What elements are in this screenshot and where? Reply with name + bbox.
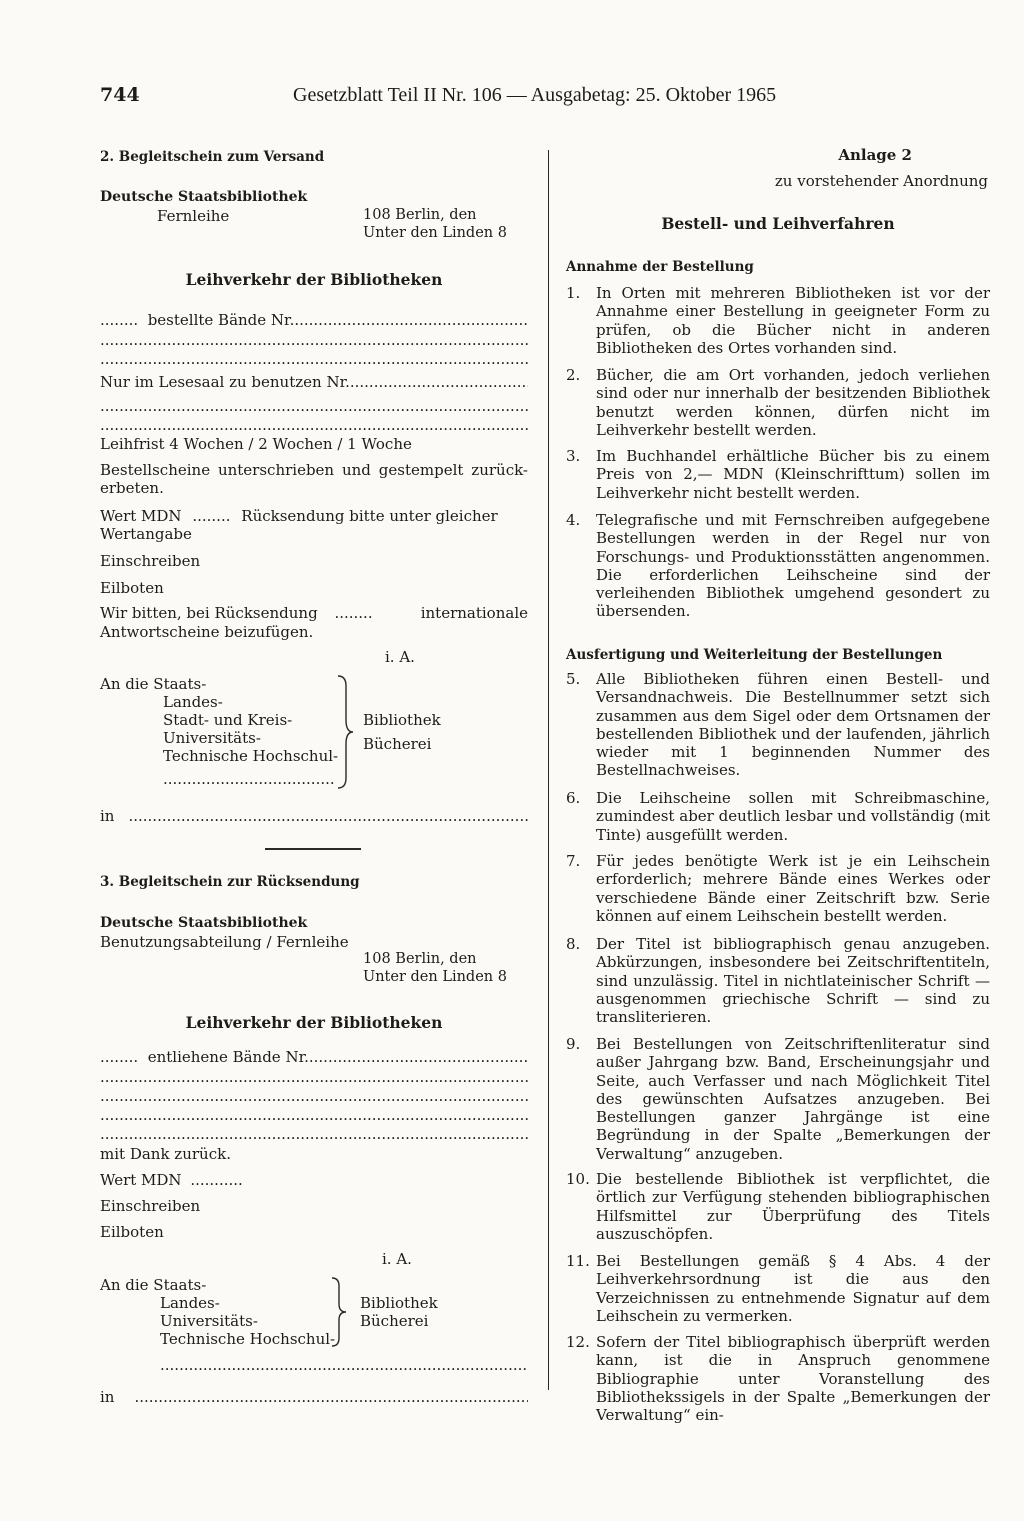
s3-buecherei: Bücherei (360, 1312, 429, 1330)
s3-wert-label: Wert MDN (100, 1171, 182, 1189)
s3-address-line-2: Unter den Linden 8 (363, 969, 507, 985)
s2-address-line-1: 108 Berlin, den (363, 207, 477, 223)
s3-wert-dots: ........... (190, 1171, 243, 1189)
rule-text: Bücher, die am Ort vorhanden, jedoch verliehen sind oder nur innerhalb der besitzenden Bibliothek benutzt werden können, dürfen nicht im Leihverkehr bestellt werden. (596, 366, 990, 439)
s3-form-title: Leihverkehr der Bibliotheken (185, 1013, 443, 1032)
section-2-heading: 2. Begleitschein zum Versand (100, 149, 325, 165)
fill-dots-line (100, 397, 528, 415)
s3-lead-dots: ........ (100, 1048, 139, 1066)
s2-wert-label: Wert MDN (100, 507, 182, 525)
s2-in-line (100, 807, 528, 825)
s2-technische: Technische Hochschul- (163, 747, 339, 765)
rule-number: 4. (566, 511, 581, 529)
column-divider (548, 150, 549, 1390)
fill-dots (128, 807, 528, 825)
s2-antwortscheine: Antwortscheine beizufügen. (100, 623, 314, 641)
s2-buecherei: Bücherei (363, 735, 432, 753)
rule-text: Für jedes benötigte Werk ist je ein Leihschein erforderlich; mehrere Bände eines Werkes oder verschiedene Bände einer Zeitschrift bzw. Serie können auf einem Leihschein bestellt werden. (596, 852, 990, 925)
s2-address-line-2: Unter den Linden 8 (363, 225, 507, 241)
s2-universitaets: Universitäts- (163, 729, 261, 747)
rule-text: In Orten mit mehreren Bibliotheken ist vor der Annahme einer Bestellung in geeigneter Form zu prüfen, ob die Bücher nicht in anderen Bibliotheken des Ortes vorhanden sind. (596, 284, 990, 357)
fill-dots-line (100, 1087, 528, 1105)
rule-text: Telegrafische und mit Fernschreiben aufgegebene Bestellungen werden in der Regel nur von Forschungs- und Produktionsstätten angenommen. Die erforderlichen Leihscheine sind der verleihenden Bibliothek umgehend gesondert zu übersenden. (596, 511, 990, 621)
s2-an-die: An die Staats- (100, 675, 207, 693)
s3-mit-dank: mit Dank zurück. (100, 1145, 231, 1163)
s2-leihfrist: Leihfrist 4 Wochen / 2 Wochen / 1 Woche (100, 435, 412, 453)
s3-technische: Technische Hochschul- (160, 1330, 336, 1348)
page-header (100, 84, 798, 114)
anlage-subtitle: zu vorstehender Anordnung (774, 172, 988, 190)
rule-text: Die bestellende Bibliothek ist verpflichtet, die örtlich zur Verfügung stehenden bibliographischen Hilfsmittel zur Überprüfung des Titels auszuschöpfen. (596, 1170, 990, 1243)
s2-bestellte-label: bestellte Bände Nr. (147, 311, 295, 329)
rule-number: 11. (566, 1252, 590, 1270)
rule-text: Die Leihscheine sollen mit Schreibmaschine, zumindest aber deutlich lesbar und vollständig (mit Tinte) ausgefüllt werden. (596, 789, 990, 844)
s2-ia: i. A. (385, 648, 415, 666)
s2-bestellte-line (100, 311, 528, 329)
fill-dots (134, 1388, 528, 1406)
s2-wir-bitten-line (100, 604, 528, 622)
s3-landes: Landes- (160, 1294, 220, 1312)
rule-text: Alle Bibliotheken führen einen Bestell- und Versandnachweis. Die Bestellnummer setzt sich zusammen aus dem Sigel oder dem Ortsnamen der bestellenden Bibliothek und der laufenden, jährlich wieder mit 1 beginnenden Nummer des Bestellnachweises. (596, 670, 990, 780)
s2-landes: Landes- (163, 693, 223, 711)
fill-dots (309, 1048, 528, 1066)
rule-number: 1. (566, 284, 581, 302)
s2-ruecksendung: Rücksendung bitte unter gleicher Wertangabe (100, 507, 498, 543)
s2-bestellscheine: Bestellscheine unterschrieben und gestempelt zurück-erbeten. (100, 461, 528, 497)
rule-number: 8. (566, 935, 581, 953)
s2-wert-line (100, 507, 528, 543)
fill-dots-line (100, 1106, 528, 1124)
s3-wert-line (100, 1171, 528, 1189)
s3-entliehene-label: entliehene Bände Nr. (147, 1048, 309, 1066)
rule-text: Der Titel ist bibliographisch genau anzugeben. Abkürzungen, insbesondere bei Zeitschriftentiteln, sind unzulässig. Titel in nichtlateinischer Schrift — ausgenommen griechische Schrift — sind zu transliterieren. (596, 935, 990, 1027)
anlage-label: Anlage 2 (838, 146, 912, 164)
s2-bibliothek: Bibliothek (363, 711, 441, 729)
section-3-heading: 3. Begleitschein zur Rücksendung (100, 874, 360, 890)
fill-dots (350, 373, 528, 391)
s2-wir-bitten-dots: ........ (334, 604, 373, 622)
s2-form-title: Leihverkehr der Bibliotheken (185, 270, 443, 289)
rule-number: 6. (566, 789, 581, 807)
rule-number: 10. (566, 1170, 590, 1188)
s2-brace (336, 674, 356, 790)
rule-number: 9. (566, 1035, 581, 1053)
s3-dept: Benutzungsabteilung / Fernleihe (100, 933, 349, 951)
rule-text: Im Buchhandel erhältliche Bücher bis zu einem Preis von 2,— MDN (Kleinschrifttum) sollen im Leihverkehr nicht bestellt werden. (596, 447, 990, 502)
rule-text: Sofern der Titel bibliographisch überprüft werden kann, ist die in Anspruch genommene Bibliographie unter Voranstellung des Bibliothekssigels in der Spalte „Bemerkungen der Verwaltung“ ein- (596, 1333, 990, 1425)
s2-in-label: in (100, 807, 115, 825)
rule-number: 5. (566, 670, 581, 688)
s3-org: Deutsche Staatsbibliothek (100, 915, 308, 931)
section-separator (265, 848, 361, 850)
s3-ia: i. A. (382, 1250, 412, 1268)
subheading-annahme: Annahme der Bestellung (566, 259, 754, 275)
s2-wert-dots: ........ (192, 507, 231, 525)
s2-lead-dots: ........ (100, 311, 139, 329)
s2-lesesaal-label: Nur im Lesesaal zu benutzen Nr. (100, 373, 350, 391)
fill-dots-line (100, 1125, 528, 1143)
rule-text: Bei Bestellungen von Zeitschriftenliteratur sind außer Jahrgang bzw. Band, Erscheinungsjahr und Seite, auch Verfasser und nach Möglichkeit Titel des gewünschten Aufsatzes anzugeben. Bei Bestellungen ganzer Jahrgänge ist eine Begründung in der Spalte „Bemerkungen der Verwaltung“ anzugeben. (596, 1035, 990, 1163)
page-number: 744 (100, 84, 140, 106)
rule-number: 7. (566, 852, 581, 870)
rule-number: 2. (566, 366, 581, 384)
subheading-ausfertigung: Ausfertigung und Weiterleitung der Bestellungen (566, 647, 943, 663)
s2-eilboten: Eilboten (100, 579, 164, 597)
s3-entliehene-line (100, 1048, 528, 1066)
fill-dots-line (100, 416, 528, 434)
s2-org: Deutsche Staatsbibliothek (100, 189, 308, 205)
s2-wir-bitten: Wir bitten, bei Rücksendung (100, 604, 318, 622)
s2-fill-dots (163, 770, 335, 788)
s3-fill-dots (160, 1356, 528, 1374)
fill-dots-line (100, 350, 528, 368)
s2-internationale: internationale (420, 604, 528, 622)
fill-dots (294, 311, 528, 329)
s2-dept: Fernleihe (157, 207, 230, 225)
s3-universitaets: Universitäts- (160, 1312, 258, 1330)
s3-eilboten: Eilboten (100, 1223, 164, 1241)
s2-stadt-kreis: Stadt- und Kreis- (163, 711, 293, 729)
rule-number: 3. (566, 447, 581, 465)
procedure-title: Bestell- und Leihverfahren (661, 214, 895, 233)
fill-dots-line (100, 1068, 528, 1086)
s3-einschreiben: Einschreiben (100, 1197, 201, 1215)
rule-number: 12. (566, 1333, 590, 1351)
s3-address-line-1: 108 Berlin, den (363, 951, 477, 967)
fill-dots-line (100, 331, 528, 349)
s3-an-die: An die Staats- (100, 1276, 207, 1294)
s3-in-line (100, 1388, 528, 1406)
gazette-title: Gesetzblatt Teil II Nr. 106 — Ausgabetag: 25. Oktober 1965 (293, 84, 777, 106)
s3-bibliothek: Bibliothek (360, 1294, 438, 1312)
rule-text: Bei Bestellungen gemäß § 4 Abs. 4 der Leihverkehrsordnung ist die aus den Verzeichnissen zu entnehmende Signatur auf dem Leihschein zu vermerken. (596, 1252, 990, 1325)
s2-lesesaal-line (100, 373, 528, 391)
s2-einschreiben: Einschreiben (100, 552, 201, 570)
s3-in-label: in (100, 1388, 115, 1406)
s3-brace (330, 1276, 350, 1348)
